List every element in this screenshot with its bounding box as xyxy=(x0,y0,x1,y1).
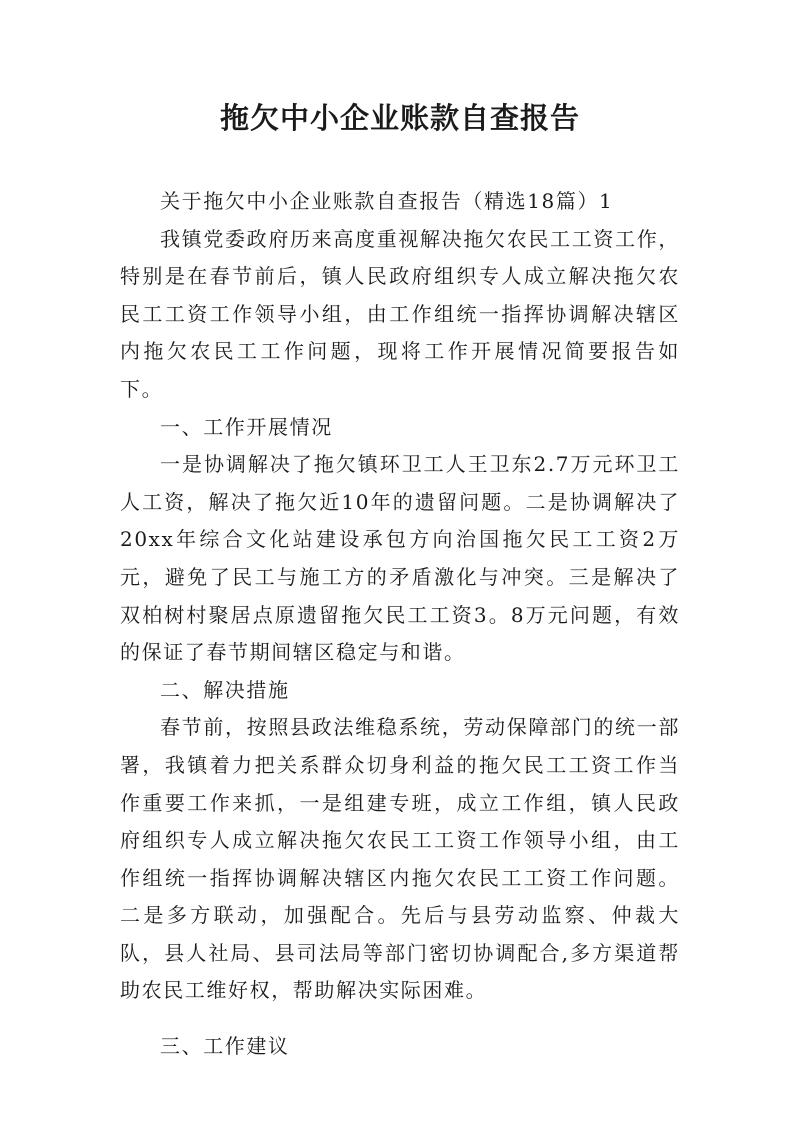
section-1-paragraph: 一是协调解决了拖欠镇环卫工人王卫东2.7万元环卫工人工资，解决了拖欠近10年的遗留问题。二是协调解决了20xx年综合文化站建设承包方向治国拖欠民工工资2万元，避免了民工与施工方的矛盾激化与冲突。三是解决了双柏树村聚居点原遗留拖欠民工工资3。8万元问题，有效的保证了春节期间辖区稳定与和谐。 xyxy=(120,452,680,665)
subtitle-paragraph: 关于拖欠中小企业账款自查报告（精选18篇）1 xyxy=(160,189,614,213)
section-heading-3: 三、工作建议 xyxy=(160,1034,290,1059)
document-title: 拖欠中小企业账款自查报告 xyxy=(219,101,580,135)
section-heading-1: 一、工作开展情况 xyxy=(160,414,333,439)
section-2-paragraph: 春节前，按照县政法维稳系统，劳动保障部门的统一部署，我镇着力把关系群众切身利益的拖欠民工工资工作当作重要工作来抓，一是组建专班，成立工作组，镇人民政府组织专人成立解决拖欠农民工工资工作领导小组，由工作组统一指挥协调解决辖区内拖欠农民工工资工作问题。二是多方联动，加强配合。先后与县劳动监察、仲裁大队，县人社局、县司法局等部门密切协调配合,多方渠道帮助农民工维好权，帮助解决实际困难。 xyxy=(120,715,680,1003)
section-heading-2: 二、解决措施 xyxy=(160,677,290,702)
intro-paragraph: 我镇党委政府历来高度重视解决拖欠农民工工资工作，特别是在春节前后，镇人民政府组织专人成立解决拖欠农民工工资工作领导小组，由工作组统一指挥协调解决辖区内拖欠农民工工作问题，现将工作开展情况简要报告如下。 xyxy=(120,226,680,401)
document-body xyxy=(120,183,680,1066)
